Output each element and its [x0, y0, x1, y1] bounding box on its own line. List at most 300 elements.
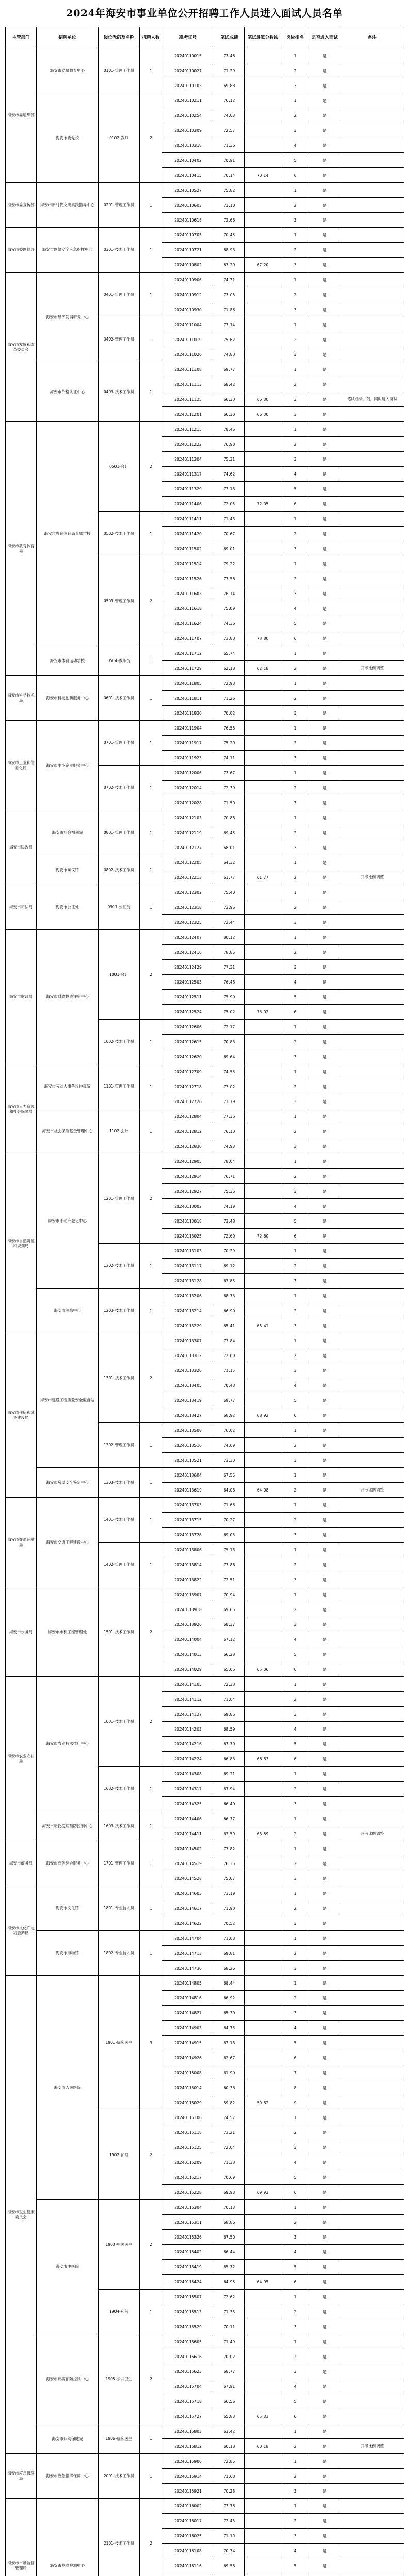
- score-cell: 69.77: [214, 362, 245, 377]
- quota-cell: 1: [140, 1498, 162, 1543]
- min-score-cell: 68.92: [245, 1408, 281, 1423]
- min-score-cell: [245, 1468, 281, 1483]
- post-cell: 1302-管理工作员: [99, 1423, 140, 1468]
- quota-cell: 2: [140, 2334, 162, 2424]
- min-score-cell: [245, 2200, 281, 2215]
- remark-cell: [340, 1049, 404, 1064]
- min-score-cell: [245, 2454, 281, 2469]
- score-cell: 70.02: [214, 2349, 245, 2364]
- score-cell: 63.42: [214, 2424, 245, 2439]
- exam-id-cell: 20240110254: [162, 108, 214, 123]
- score-cell: 70.91: [214, 153, 245, 168]
- unit-cell: 海安市疾病预防控制中心: [37, 2334, 99, 2424]
- min-score-cell: [245, 1737, 281, 1752]
- table-row: [6, 93, 404, 108]
- interview-cell: 是: [309, 1647, 340, 1662]
- rank-cell: 2: [281, 2469, 309, 2484]
- interview-cell: 是: [309, 1020, 340, 1035]
- min-score-cell: [245, 1692, 281, 1707]
- rank-cell: 3: [281, 960, 309, 975]
- score-cell: 70.13: [214, 2200, 245, 2215]
- interview-cell: 是: [309, 2110, 340, 2125]
- exam-id-cell: 20240114216: [162, 1737, 214, 1752]
- exam-id-cell: 20240115326: [162, 2230, 214, 2245]
- exam-id-cell: 20240111004: [162, 317, 214, 332]
- rank-cell: 3: [281, 541, 309, 556]
- rank-cell: 2: [281, 1692, 309, 1707]
- min-score-cell: [245, 1961, 281, 1976]
- table-row: [6, 2200, 404, 2215]
- min-score-cell: [245, 347, 281, 362]
- table-row: [6, 2424, 404, 2439]
- remark-cell: [340, 467, 404, 482]
- min-score-cell: [245, 153, 281, 168]
- interview-cell: 是: [309, 1752, 340, 1767]
- interview-cell: 是: [309, 1094, 340, 1109]
- exam-id-cell: 20240112429: [162, 960, 214, 975]
- rank-cell: 2: [281, 736, 309, 751]
- rank-cell: 1: [281, 93, 309, 108]
- interview-cell: 是: [309, 1901, 340, 1916]
- remark-cell: [340, 2065, 404, 2080]
- interview-cell: 是: [309, 93, 340, 108]
- min-score-cell: 62.18: [245, 661, 281, 676]
- exam-id-cell: 20240112014: [162, 781, 214, 795]
- rank-cell: 2: [281, 1438, 309, 1453]
- quota-cell: 1: [140, 766, 162, 810]
- unit-cell: 海安市网络安全应急指挥中心: [37, 228, 99, 273]
- remark-cell: [340, 317, 404, 332]
- interview-cell: 是: [309, 2230, 340, 2245]
- post-cell: 2001-技术工作员: [99, 2454, 140, 2499]
- interview-cell: 是: [309, 2065, 340, 2080]
- score-cell: 75.13: [214, 1543, 245, 1557]
- table-row: [6, 2499, 404, 2514]
- table-row: [6, 1841, 404, 1856]
- quota-cell: 1: [140, 1543, 162, 1587]
- rank-cell: 3: [281, 915, 309, 930]
- score-cell: 70.45: [214, 228, 245, 243]
- rank-cell: 5: [281, 2260, 309, 2275]
- interview-cell: 是: [309, 1513, 340, 1528]
- score-cell: 77.82: [214, 1841, 245, 1856]
- min-score-cell: [245, 2110, 281, 2125]
- post-cell: 0702-技术工作员: [99, 766, 140, 810]
- remark-cell: [340, 1005, 404, 1020]
- interview-cell: 是: [309, 1707, 340, 1722]
- remark-cell: [340, 1617, 404, 1632]
- min-score-cell: 67.20: [245, 258, 281, 273]
- rank-cell: 2: [281, 1035, 309, 1049]
- min-score-cell: 66.30: [245, 392, 281, 407]
- quota-cell: 2: [140, 556, 162, 646]
- remark-cell: [340, 2529, 404, 2544]
- rank-cell: 2: [281, 1602, 309, 1617]
- rank-cell: 2: [281, 900, 309, 915]
- remark-cell: [340, 1797, 404, 1811]
- exam-id-cell: 20240110309: [162, 123, 214, 138]
- interview-cell: 是: [309, 1035, 340, 1049]
- score-cell: 77.31: [214, 960, 245, 975]
- rank-cell: 4: [281, 1722, 309, 1737]
- rank-cell: 6: [281, 1005, 309, 1020]
- rank-cell: 3: [281, 452, 309, 467]
- dept-cell: 海安市住房和城乡建设局: [6, 1333, 37, 1498]
- rank-cell: 1: [281, 810, 309, 825]
- rank-cell: 3: [281, 2484, 309, 2499]
- min-score-cell: [245, 1303, 281, 1318]
- post-cell: 0601-技术工作员: [99, 676, 140, 721]
- remark-cell: [340, 2364, 404, 2379]
- remark-cell: [340, 1871, 404, 1886]
- interview-cell: 是: [309, 78, 340, 93]
- interview-cell: 是: [309, 2200, 340, 2215]
- score-cell: 76.12: [214, 93, 245, 108]
- min-score-cell: [245, 1782, 281, 1797]
- min-score-cell: 72.05: [245, 497, 281, 512]
- min-score-cell: [245, 1587, 281, 1602]
- interview-cell: 是: [309, 1453, 340, 1468]
- rank-cell: 3: [281, 258, 309, 273]
- interview-cell: 是: [309, 2319, 340, 2334]
- min-score-cell: [245, 1543, 281, 1557]
- rank-cell: 1: [281, 1468, 309, 1483]
- score-cell: 63.18: [214, 2036, 245, 2050]
- rank-cell: 6: [281, 2185, 309, 2200]
- score-cell: 61.77: [214, 870, 245, 885]
- quota-cell: 1: [140, 512, 162, 556]
- exam-id-cell: 20240113521: [162, 1453, 214, 1468]
- min-score-cell: [245, 452, 281, 467]
- rank-cell: 6: [281, 1408, 309, 1423]
- remark-cell: 开考比例调整: [340, 1826, 404, 1841]
- score-cell: 80.12: [214, 930, 245, 945]
- min-score-cell: [245, 2379, 281, 2394]
- exam-id-cell: 20240110912: [162, 287, 214, 302]
- rank-cell: 1: [281, 1587, 309, 1602]
- dept-cell: 海安市财政局: [6, 930, 37, 1064]
- rank-cell: 3: [281, 347, 309, 362]
- rank-cell: 1: [281, 1767, 309, 1782]
- rank-cell: 2: [281, 1483, 309, 1498]
- remark-cell: [340, 1782, 404, 1797]
- remark-cell: [340, 1767, 404, 1782]
- interview-cell: 是: [309, 1289, 340, 1303]
- unit-cell: 海安市建设工程质量安全监督站: [37, 1333, 99, 1468]
- rank-cell: 3: [281, 78, 309, 93]
- min-score-cell: [245, 1931, 281, 1946]
- rank-cell: 1: [281, 855, 309, 870]
- unit-cell: 海安市社会福利院: [37, 810, 99, 855]
- interview-cell: 是: [309, 377, 340, 392]
- score-cell: 73.88: [214, 1557, 245, 1572]
- score-cell: 71.36: [214, 138, 245, 153]
- exam-id-cell: 20240116025: [162, 2529, 214, 2544]
- score-cell: 67.91: [214, 2379, 245, 2394]
- exam-id-cell: 20240111113: [162, 377, 214, 392]
- quota-cell: 1: [140, 885, 162, 930]
- unit-cell: 海安市交通工程建设中心: [37, 1498, 99, 1587]
- score-cell: 71.26: [214, 691, 245, 706]
- min-score-cell: [245, 601, 281, 616]
- min-score-cell: [245, 1214, 281, 1229]
- remark-cell: [340, 2125, 404, 2140]
- rank-cell: 5: [281, 2558, 309, 2573]
- min-score-cell: [245, 1841, 281, 1856]
- min-score-cell: [245, 1348, 281, 1363]
- rank-cell: 2: [281, 1124, 309, 1139]
- quota-cell: 1: [140, 721, 162, 766]
- exam-id-cell: 20240113715: [162, 1513, 214, 1528]
- interview-cell: 是: [309, 1692, 340, 1707]
- interview-cell: 是: [309, 1797, 340, 1811]
- interview-cell: 是: [309, 1543, 340, 1557]
- score-cell: 79.22: [214, 556, 245, 571]
- exam-id-cell: 20240110318: [162, 138, 214, 153]
- remark-cell: [340, 2260, 404, 2275]
- exam-id-cell: 20240114805: [162, 1976, 214, 1991]
- score-cell: 73.21: [214, 2125, 245, 2140]
- interview-cell: 是: [309, 452, 340, 467]
- min-score-cell: 65.83: [245, 2409, 281, 2424]
- remark-cell: [340, 930, 404, 945]
- score-cell: 74.80: [214, 347, 245, 362]
- unit-cell: 海安市经济发展研究中心: [37, 273, 99, 362]
- remark-cell: [340, 1722, 404, 1737]
- table-header-row: [6, 27, 404, 48]
- exam-id-cell: 20240115529: [162, 2319, 214, 2334]
- remark-cell: [340, 2544, 404, 2558]
- interview-cell: 是: [309, 317, 340, 332]
- interview-cell: 是: [309, 2529, 340, 2544]
- score-cell: 66.92: [214, 1991, 245, 2006]
- exam-id-cell: 20240111502: [162, 541, 214, 556]
- exam-id-cell: 20240111712: [162, 646, 214, 661]
- min-score-cell: 69.93: [245, 2185, 281, 2200]
- score-cell: 68.93: [214, 243, 245, 258]
- table-row: [6, 48, 404, 63]
- post-cell: 1401-技术工作员: [99, 1498, 140, 1543]
- score-cell: 72.85: [214, 2454, 245, 2469]
- min-score-cell: [245, 2394, 281, 2409]
- score-cell: 73.02: [214, 1079, 245, 1094]
- interview-cell: 是: [309, 855, 340, 870]
- rank-cell: 2: [281, 2304, 309, 2319]
- score-cell: 71.43: [214, 512, 245, 527]
- unit-cell: 海安市中小企业服务中心: [37, 721, 99, 810]
- min-score-cell: [245, 2006, 281, 2021]
- min-score-cell: 66.83: [245, 1752, 281, 1767]
- remark-cell: [340, 2304, 404, 2319]
- score-cell: 74.69: [214, 1438, 245, 1453]
- table-row: [6, 810, 404, 825]
- exam-id-cell: 20240114029: [162, 1662, 214, 1677]
- interview-cell: 是: [309, 1079, 340, 1094]
- exam-id-cell: 20240114105: [162, 1677, 214, 1692]
- score-cell: 73.19: [214, 1886, 245, 1901]
- exam-id-cell: 20240112302: [162, 885, 214, 900]
- interview-cell: 是: [309, 706, 340, 721]
- min-score-cell: [245, 2260, 281, 2275]
- min-score-cell: [245, 1378, 281, 1393]
- min-score-cell: [245, 1423, 281, 1438]
- remark-cell: [340, 2170, 404, 2185]
- interview-cell: 是: [309, 781, 340, 795]
- min-score-cell: [245, 1946, 281, 1961]
- rank-cell: 2: [281, 1826, 309, 1841]
- score-cell: 75.07: [214, 1871, 245, 1886]
- exam-id-cell: 20240110027: [162, 63, 214, 78]
- post-cell: 0802-技术工作员: [99, 855, 140, 885]
- remark-cell: [340, 1064, 404, 1079]
- remark-cell: [340, 213, 404, 228]
- min-score-cell: [245, 2155, 281, 2170]
- exam-id-cell: 20240115419: [162, 2260, 214, 2275]
- quota-cell: 2: [140, 422, 162, 512]
- min-score-cell: [245, 1901, 281, 1916]
- score-cell: 76.48: [214, 975, 245, 990]
- post-cell: 1802-专业技术员: [99, 1931, 140, 1976]
- exam-id-cell: 20240111215: [162, 422, 214, 437]
- min-score-cell: [245, 1049, 281, 1064]
- min-score-cell: [245, 840, 281, 855]
- min-score-cell: [245, 1557, 281, 1572]
- exam-id-cell: 20240110402: [162, 153, 214, 168]
- remark-cell: [340, 2514, 404, 2529]
- exam-id-cell: 20240111420: [162, 527, 214, 541]
- exam-id-cell: 20240115228: [162, 2185, 214, 2200]
- exam-id-cell: 20240114713: [162, 1946, 214, 1961]
- exam-id-cell: 20240115812: [162, 2439, 214, 2454]
- rank-cell: 5: [281, 2036, 309, 2050]
- exam-id-cell: 20240111304: [162, 452, 214, 467]
- post-cell: 0502-技术工作员: [99, 512, 140, 556]
- exam-id-cell: 20240113117: [162, 1259, 214, 1274]
- post-cell: 0504-教练员: [99, 646, 140, 676]
- rank-cell: 5: [281, 2170, 309, 2185]
- rank-cell: 2: [281, 108, 309, 123]
- min-score-cell: [245, 586, 281, 601]
- dept-cell: 海安市司法局: [6, 885, 37, 930]
- interview-cell: 是: [309, 1886, 340, 1901]
- score-cell: 72.60: [214, 1229, 245, 1244]
- score-cell: 68.77: [214, 2364, 245, 2379]
- interview-cell: 是: [309, 1826, 340, 1841]
- interview-cell: 是: [309, 422, 340, 437]
- rank-cell: 3: [281, 1049, 309, 1064]
- min-score-cell: [245, 721, 281, 736]
- interview-cell: 是: [309, 482, 340, 497]
- min-score-cell: 75.02: [245, 1005, 281, 1020]
- min-score-cell: [245, 1498, 281, 1513]
- exam-id-cell: 20240111707: [162, 631, 214, 646]
- score-cell: 72.05: [214, 497, 245, 512]
- exam-id-cell: 20240115014: [162, 2080, 214, 2095]
- quota-cell: 1: [140, 228, 162, 273]
- score-cell: 76.10: [214, 1124, 245, 1139]
- min-score-cell: [245, 2334, 281, 2349]
- min-score-cell: [245, 2080, 281, 2095]
- remark-cell: [340, 1976, 404, 1991]
- post-cell: 1001-会计: [99, 930, 140, 1020]
- interview-cell: 是: [309, 2558, 340, 2573]
- score-cell: 77.36: [214, 1109, 245, 1124]
- remark-cell: [340, 2394, 404, 2409]
- interview-cell: 是: [309, 2170, 340, 2185]
- remark-cell: [340, 1946, 404, 1961]
- interview-cell: 是: [309, 2454, 340, 2469]
- interview-cell: 是: [309, 2006, 340, 2021]
- interview-cell: 是: [309, 795, 340, 810]
- rank-cell: 2: [281, 437, 309, 452]
- min-score-cell: 64.08: [245, 1483, 281, 1498]
- min-score-cell: [245, 198, 281, 213]
- rank-cell: 2: [281, 1303, 309, 1318]
- remark-cell: [340, 1348, 404, 1363]
- interview-cell: 是: [309, 1602, 340, 1617]
- interview-cell: 是: [309, 2439, 340, 2454]
- remark-cell: [340, 541, 404, 556]
- table-row: [6, 1587, 404, 1602]
- min-score-cell: [245, 2304, 281, 2319]
- score-cell: 65.74: [214, 646, 245, 661]
- interview-cell: 是: [309, 556, 340, 571]
- rank-cell: 5: [281, 1393, 309, 1408]
- dept-cell: 海安市卫生健康委员会: [6, 1976, 37, 2454]
- remark-cell: [340, 2140, 404, 2155]
- remark-cell: [340, 1602, 404, 1617]
- exam-id-cell: 20240112407: [162, 930, 214, 945]
- interview-cell: 是: [309, 930, 340, 945]
- remark-cell: [340, 1259, 404, 1274]
- remark-cell: [340, 990, 404, 1005]
- quota-cell: 1: [140, 1468, 162, 1498]
- post-cell: 1203-技术工作员: [99, 1289, 140, 1333]
- dept-cell: 海安市应急管理局: [6, 2454, 37, 2499]
- rank-cell: 1: [281, 646, 309, 661]
- exam-id-cell: 20240111917: [162, 736, 214, 751]
- exam-id-cell: 20240113516: [162, 1438, 214, 1453]
- exam-id-cell: 20240113619: [162, 1483, 214, 1498]
- post-cell: 2101-技术工作员: [99, 2499, 140, 2576]
- exam-id-cell: 20240112615: [162, 1035, 214, 1049]
- rank-cell: 2: [281, 1513, 309, 1528]
- rank-cell: 4: [281, 1378, 309, 1393]
- post-cell: 0102-教师: [99, 93, 140, 183]
- quota-cell: 1: [140, 1767, 162, 1811]
- post-cell: 1102-会计: [99, 1109, 140, 1154]
- rank-cell: 4: [281, 2245, 309, 2260]
- post-cell: 1901-临床医生: [99, 1976, 140, 2110]
- score-cell: 70.14: [214, 168, 245, 183]
- post-cell: 1903-中医医生: [99, 2200, 140, 2290]
- interview-cell: 是: [309, 1124, 340, 1139]
- rank-cell: 3: [281, 1274, 309, 1289]
- score-cell: 67.94: [214, 1782, 245, 1797]
- min-score-cell: [245, 2036, 281, 2050]
- interview-cell: 是: [309, 1318, 340, 1333]
- score-cell: 67.70: [214, 1737, 245, 1752]
- interview-cell: 是: [309, 2364, 340, 2379]
- rank-cell: 1: [281, 512, 309, 527]
- remark-cell: [340, 108, 404, 123]
- exam-id-cell: 20240115605: [162, 2334, 214, 2349]
- min-score-cell: [245, 541, 281, 556]
- min-score-cell: [245, 885, 281, 900]
- remark-cell: [340, 1662, 404, 1677]
- unit-cell: 海安市科技创新服务中心: [37, 676, 99, 721]
- rank-cell: [281, 2573, 309, 2576]
